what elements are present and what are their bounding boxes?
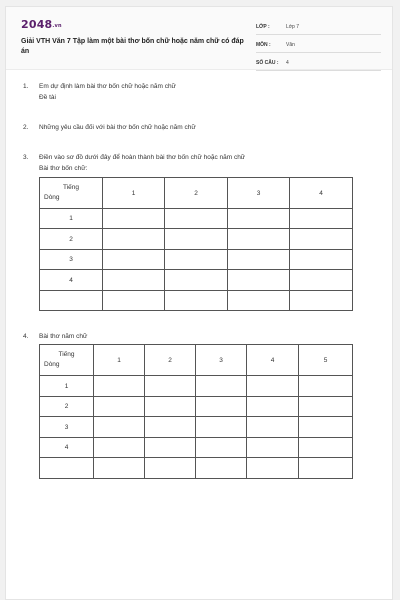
table-cell[interactable] <box>165 250 228 270</box>
column-header: 1 <box>94 345 145 376</box>
table-cell[interactable] <box>196 376 247 397</box>
table-cell[interactable] <box>103 250 165 270</box>
table-cell[interactable] <box>103 291 165 311</box>
meta-value: Văn <box>286 42 295 48</box>
table-cell[interactable] <box>145 458 196 479</box>
document-title: Giải VTH Văn 7 Tập làm một bài thơ bốn chữ hoặc năm chữ có đáp án <box>21 38 244 55</box>
table-row <box>40 291 353 311</box>
table-cell[interactable] <box>145 417 196 438</box>
table-cell[interactable] <box>290 229 353 250</box>
question-number: 1. <box>23 83 29 90</box>
table-cell[interactable] <box>196 438 247 458</box>
row-header: 1 <box>40 209 103 229</box>
table-cell[interactable] <box>299 458 353 479</box>
table-cell[interactable] <box>165 229 228 250</box>
row-header: 3 <box>40 417 94 438</box>
table-cell[interactable] <box>103 209 165 229</box>
question-text: Những yêu cầu đối với bài thơ bốn chữ hoặc năm chữ <box>39 124 196 131</box>
meta-row-subject <box>256 38 381 53</box>
meta-value: Lớp 7 <box>286 24 300 30</box>
row-header: 4 <box>40 438 94 458</box>
question-number: 4. <box>23 333 29 340</box>
meta-key: SỐ CÂU : <box>256 60 279 66</box>
table-cell[interactable] <box>165 209 228 229</box>
table-header-row <box>40 178 353 209</box>
table-cell[interactable] <box>103 270 165 291</box>
column-header: 2 <box>165 178 228 209</box>
table-cell[interactable] <box>299 438 353 458</box>
column-header: 2 <box>145 345 196 376</box>
table-row <box>40 229 353 250</box>
row-header <box>40 291 103 311</box>
meta-value: 4 <box>286 60 289 66</box>
table-cell[interactable] <box>247 417 299 438</box>
row-axis-label: Dòng <box>44 361 60 368</box>
table-cell[interactable] <box>299 397 353 417</box>
column-header: 3 <box>228 178 290 209</box>
table-cell[interactable] <box>247 397 299 417</box>
column-header: 1 <box>103 178 165 209</box>
table-cell[interactable] <box>228 229 290 250</box>
table-cell[interactable] <box>228 250 290 270</box>
worksheet-header <box>6 7 392 70</box>
table-cell[interactable] <box>299 376 353 397</box>
table-cell[interactable] <box>196 397 247 417</box>
table-poem-five-words <box>39 344 353 479</box>
table-cell[interactable] <box>94 458 145 479</box>
table-cell[interactable] <box>145 438 196 458</box>
row-header: 1 <box>40 376 94 397</box>
table-cell[interactable] <box>94 397 145 417</box>
column-header: 4 <box>247 345 299 376</box>
meta-key: LỚP : <box>256 24 270 30</box>
site-logo[interactable] <box>21 18 62 31</box>
table-corner-cell <box>40 345 94 376</box>
column-header: 3 <box>196 345 247 376</box>
column-axis-label: Tiếng <box>62 184 80 191</box>
table-row <box>40 438 353 458</box>
table-row <box>40 417 353 438</box>
row-axis-label: Dòng <box>44 194 60 201</box>
table-row <box>40 250 353 270</box>
table-cell[interactable] <box>94 376 145 397</box>
table-cell[interactable] <box>196 417 247 438</box>
row-header: 4 <box>40 270 103 291</box>
table-cell[interactable] <box>299 417 353 438</box>
question-text: Bài thơ năm chữ <box>39 333 88 340</box>
question-subtext: Đề tài <box>39 94 56 101</box>
row-header: 3 <box>40 250 103 270</box>
row-header: 2 <box>40 397 94 417</box>
table-row <box>40 209 353 229</box>
table-cell[interactable] <box>94 438 145 458</box>
table-cell[interactable] <box>290 250 353 270</box>
table-cell[interactable] <box>290 209 353 229</box>
table-cell[interactable] <box>165 270 228 291</box>
logo-text: 2048 <box>21 18 53 31</box>
question-number: 3. <box>23 154 29 161</box>
table-header-row <box>40 345 353 376</box>
row-header <box>40 458 94 479</box>
row-header: 2 <box>40 229 103 250</box>
table-cell[interactable] <box>247 376 299 397</box>
meta-row-class <box>256 20 381 35</box>
question-text: Điền vào sơ đồ dưới đây để hoàn thành bài thơ bốn chữ hoặc năm chữ <box>39 154 246 161</box>
logo-suffix: .vn <box>52 23 62 29</box>
question-subtext: Bài thơ bốn chữ: <box>39 165 88 172</box>
meta-info <box>256 20 381 74</box>
table-cell[interactable] <box>103 229 165 250</box>
table-cell[interactable] <box>196 458 247 479</box>
question-number: 2. <box>23 124 29 131</box>
column-header: 5 <box>299 345 353 376</box>
table-cell[interactable] <box>165 291 228 311</box>
table-row <box>40 397 353 417</box>
table-cell[interactable] <box>247 438 299 458</box>
meta-row-question-count <box>256 56 381 71</box>
table-cell[interactable] <box>228 270 290 291</box>
table-cell[interactable] <box>290 270 353 291</box>
table-cell[interactable] <box>94 417 145 438</box>
table-cell[interactable] <box>247 458 299 479</box>
table-row <box>40 376 353 397</box>
table-corner-cell <box>40 178 103 209</box>
table-row <box>40 458 353 479</box>
table-cell[interactable] <box>145 397 196 417</box>
column-header: 4 <box>290 178 353 209</box>
column-axis-label: Tiếng <box>58 351 75 358</box>
table-poem-four-words <box>39 177 353 311</box>
table-cell[interactable] <box>228 209 290 229</box>
worksheet-page <box>5 6 393 600</box>
meta-key: MÔN : <box>256 42 271 48</box>
table-row <box>40 270 353 291</box>
question-text: Em dự định làm bài thơ bốn chữ hoặc năm chữ <box>39 83 176 90</box>
table-cell[interactable] <box>145 376 196 397</box>
table-cell[interactable] <box>290 291 353 311</box>
table-cell[interactable] <box>228 291 290 311</box>
